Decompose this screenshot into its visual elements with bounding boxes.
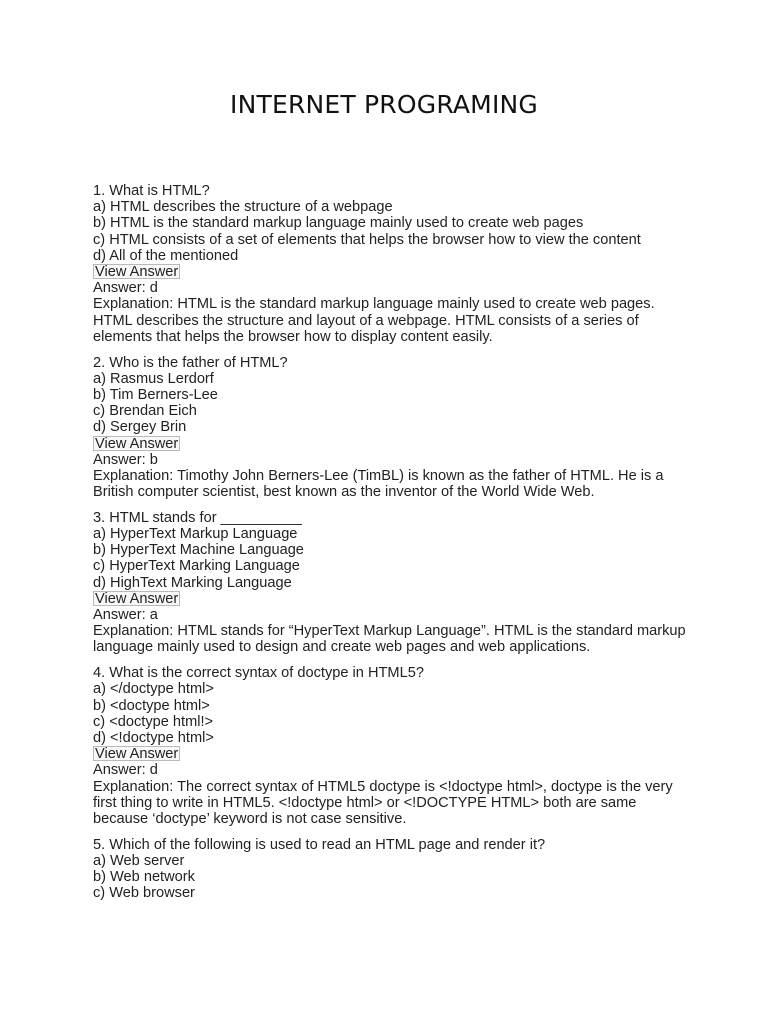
option-d: d) Sergey Brin <box>93 419 187 436</box>
explanation-text: Explanation: HTML stands for “HyperText Markup Language”. HTML is the standard markup language mainly used to design and create web pages and web applications. <box>93 623 686 656</box>
option-a: a) HTML describes the structure of a webpage <box>93 199 393 216</box>
option-d: d) All of the mentioned <box>93 247 239 264</box>
option-c: c) <doctype html!> <box>93 713 214 730</box>
question-5 <box>93 837 693 902</box>
question-text: 1. What is HTML? <box>93 183 210 199</box>
answer-text: Answer: d <box>93 280 158 297</box>
answer-text: Answer: b <box>93 451 158 468</box>
option-a: a) Rasmus Lerdorf <box>93 370 214 387</box>
view-answer-button[interactable]: View Answer <box>95 264 179 281</box>
question-text: 4. What is the correct syntax of doctype in HTML5? <box>93 665 424 682</box>
question-3 <box>93 510 693 656</box>
answer-text: Answer: d <box>93 762 158 779</box>
question-text: 2. Who is the father of HTML? <box>93 354 288 371</box>
option-b: b) HTML is the standard markup language mainly used to create web pages <box>93 215 584 232</box>
question-1 <box>93 183 693 345</box>
explanation-text: Explanation: Timothy John Berners-Lee (TimBL) is known as the father of HTML. He is a British computer scientist, best known as the inventor of the World Wide Web. <box>93 467 664 501</box>
option-b: b) Tim Berners-Lee <box>93 386 218 403</box>
option-b: b) HyperText Machine Language <box>93 542 304 559</box>
question-2 <box>93 355 693 501</box>
option-c: c) Web browser <box>93 885 195 902</box>
option-a: a) </doctype html> <box>93 681 214 698</box>
option-d: d) HighText Marking Language <box>93 574 292 591</box>
explanation-text: Explanation: HTML is the standard markup language mainly used to create web pages. HTML describes the structure and layout of a webpage. HTML consists of a series of elements that helps the browser how to display content easily. <box>93 296 655 345</box>
question-list <box>93 183 693 911</box>
option-c: c) HyperText Marking Language <box>93 558 300 575</box>
question-text: 5. Which of the following is used to read an HTML page and render it? <box>93 836 546 853</box>
option-b: b) <doctype html> <box>93 697 210 714</box>
view-answer-button[interactable]: View Answer <box>95 435 179 452</box>
view-answer-button[interactable]: View Answer <box>95 746 179 763</box>
document-title: INTERNET PROGRAMING <box>230 90 538 119</box>
explanation-text: Explanation: The correct syntax of HTML5 doctype is <!doctype html>, doctype is the very first thing to write in HTML5. <!doctype html> or <!DOCTYPE HTML> both are same because ‘doctype’ keyword is not case sensitive. <box>93 778 673 828</box>
answer-text: Answer: a <box>93 607 158 624</box>
option-b: b) Web network <box>93 869 195 886</box>
option-a: a) Web server <box>93 852 185 869</box>
option-c: c) Brendan Eich <box>93 403 197 420</box>
question-4 <box>93 665 693 827</box>
question-text: 3. HTML stands for __________ <box>93 509 302 526</box>
option-a: a) HyperText Markup Language <box>93 526 298 543</box>
option-c: c) HTML consists of a set of elements that helps the browser how to view the content <box>93 231 641 248</box>
option-d: d) <!doctype html> <box>93 730 214 746</box>
view-answer-button[interactable]: View Answer <box>95 590 179 607</box>
